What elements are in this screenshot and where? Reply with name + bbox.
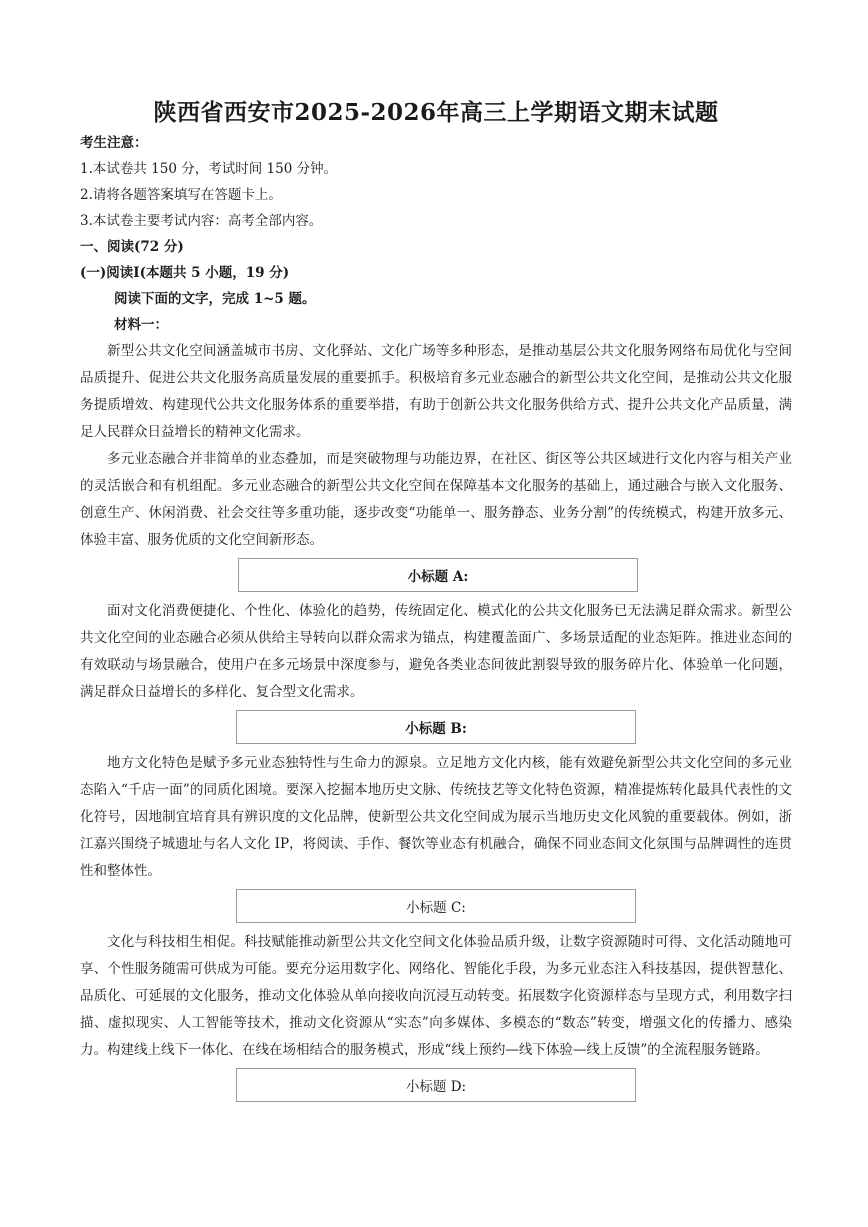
subtitle-b-label: 小标题 B: (405, 721, 467, 737)
subtitle-box-d[interactable] (236, 1068, 636, 1102)
paragraph-5: 文化与科技相生相促。科技赋能推动新型公共文化空间文化体验品质升级，让数字资源随时可得、文化活动随地可享、个性服务随需可供成为可能。要充分运用数字化、网络化、智能化手段，为多元业态注入科技基因，提供智慧化、品质化、可延展的文化服务，推动文化体验从单向接收向沉浸互动转变。拓展数字化资源样态与呈现方式，利用数字扫描、虚拟现实、人工智能等技术，推动文化资源从“实态”向多媒体、多模态的“数态”转变，增强文化的传播力、感染力。构建线上线下一体化、在线在场相结合的服务模式，形成“线上预约—线下体验—线上反馈”的全流程服务链路。 (80, 934, 792, 1058)
paragraph-4: 地方文化特色是赋予多元业态独特性与生命力的源泉。立足地方文化内核，能有效避免新型公共文化空间的多元业态陷入“千店一面”的同质化困境。要深入挖掘本地历史文脉、传统技艺等文化特色资源，精准提炼转化最具代表性的文化符号，因地制宜培育具有辨识度的文化品牌，使新型公共文化空间成为展示当地历史文化风貌的重要载体。例如，浙江嘉兴围绕子城遗址与名人文化 IP，将阅读、手作、餐饮等业态有机融合，确保不同业态间文化氛围与品牌调性的连贯性和整体性。 (80, 755, 792, 879)
notice-item-2: 2.请将各题答案填写在答题卡上。 (80, 187, 282, 203)
subtitle-c-label: 小标题 C: (406, 900, 466, 916)
section-heading: 一、阅读(72 分) (80, 239, 184, 255)
paragraph-2: 多元业态融合并非简单的业态叠加，而是突破物理与功能边界，在社区、街区等公共区域进行文化内容与相关产业的灵活嵌合和有机组配。多元业态融合的新型公共文化空间在保障基本文化服务的基础上，通过融合与嵌入文化服务、创意生产、休闲消费、社会交往等多重功能，逐步改变“功能单一、服务静态、业务分割”的传统模式，构建开放多元、体验丰富、服务优质的文化空间新形态。 (80, 451, 792, 548)
subtitle-d-label: 小标题 D: (405, 1079, 467, 1095)
reading-instruction: 阅读下面的文字，完成 1~5 题。 (114, 291, 316, 307)
subtitle-box-c[interactable] (236, 889, 636, 923)
subtitle-a-label: 小标题 A: (407, 569, 469, 585)
subsection-heading: (一)阅读Ⅰ(本题共 5 小题，19 分) (80, 265, 290, 281)
exam-title: 陕西省西安市2025-2026年高三上学期语文期末试题 (153, 99, 719, 126)
notice-item-3: 3.本试卷主要考试内容：高考全部内容。 (80, 213, 323, 229)
subtitle-box-a[interactable] (238, 558, 638, 592)
material-label: 材料一： (114, 317, 168, 333)
notice-heading: 考生注意： (80, 135, 148, 151)
paragraph-3: 面对文化消费便捷化、个性化、体验化的趋势，传统固定化、模式化的公共文化服务已无法满足群众需求。新型公共文化空间的业态融合必须从供给主导转向以群众需求为锚点，构建覆盖面广、多场景适配的业态矩阵。推进业态间的有效联动与场景融合，使用户在多元场景中深度参与，避免各类业态间彼此割裂导致的服务碎片化、体验单一化问题，满足群众日益增长的多样化、复合型文化需求。 (80, 603, 792, 700)
paragraph-1: 新型公共文化空间涵盖城市书房、文化驿站、文化广场等多种形态，是推动基层公共文化服务网络布局优化与空间品质提升、促进公共文化服务高质量发展的重要抓手。积极培育多元业态融合的新型公共文化空间，是推动公共文化服务提质增效、构建现代公共文化服务体系的重要举措，有助于创新公共文化服务供给方式、提升公共文化产品质量，满足人民群众日益增长的精神文化需求。 (80, 343, 792, 440)
notice-item-1: 1.本试卷共 150 分，考试时间 150 分钟。 (80, 161, 338, 177)
subtitle-box-b[interactable] (236, 710, 636, 744)
